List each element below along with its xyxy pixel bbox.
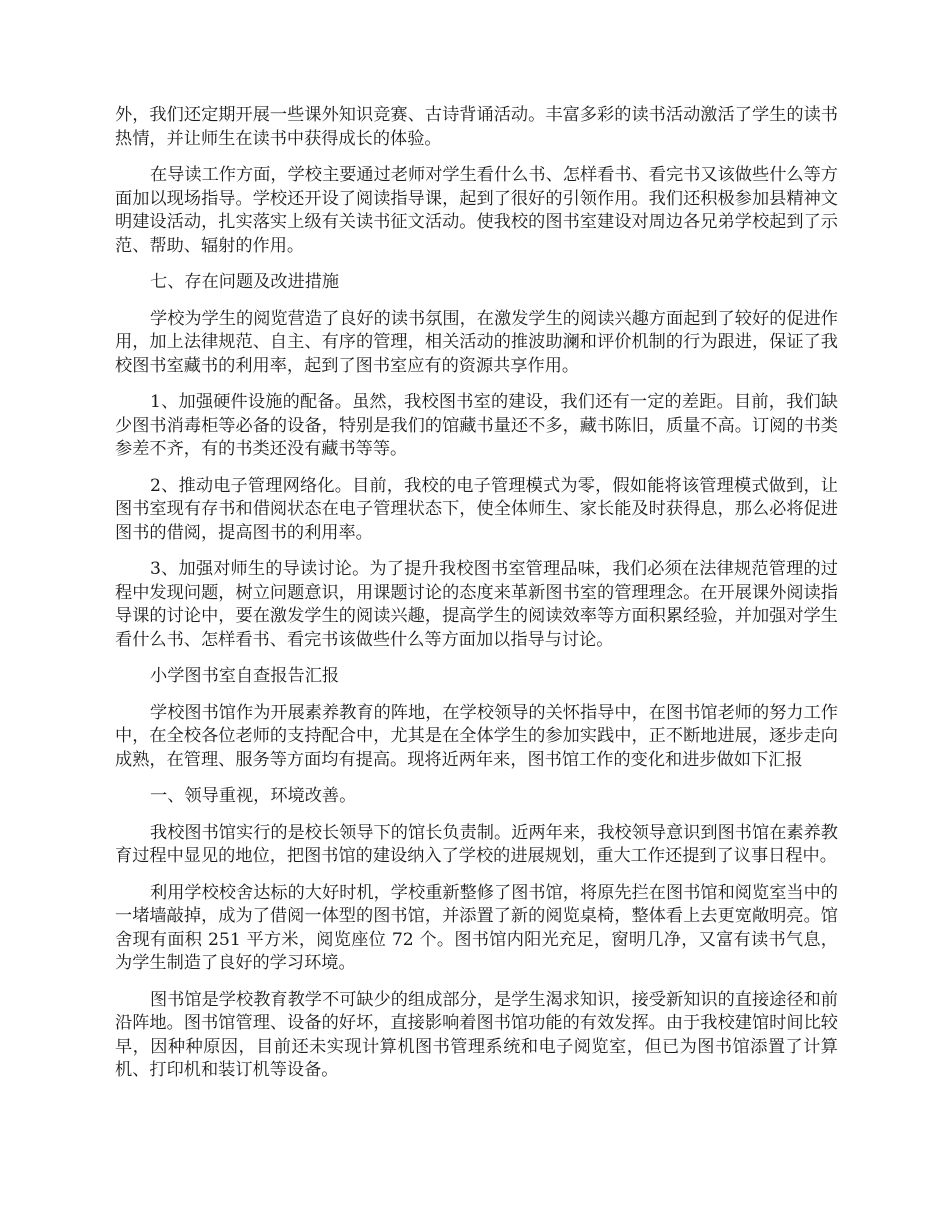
paragraph-continuation: 外，我们还定期开展一些课外知识竞赛、古诗背诵活动。丰富多彩的读书活动激活了学生的读书热情，并让师生在读书中获得成长的体验。 [115, 105, 838, 149]
report-title: 小学图书室自查报告汇报 [150, 666, 340, 686]
paragraph-renovation: 利用学校校舍达标的大好时机，学校重新整修了图书馆，将原先拦在图书馆和阅览室当中的一堵墙敲掉，成为了借阅一体型的图书馆，并添置了新的阅览桌椅，整体看上去更宽敞明亮。馆舍现有面积 251 平方米，阅览座位 72 个。图书馆内阳光充足，窗明几净，又富有读书气息，为学生制造了良好的学习环境。 [115, 882, 838, 973]
section-heading-problems: 七、存在问题及改进措施 [150, 272, 340, 292]
paragraph-item-1: 1、加强硬件设施的配备。虽然，我校图书室的建设，我们还有一定的差距。目前，我们缺少图书消毒柜等必备的设备，特别是我们的馆藏书量还不多，藏书陈旧，质量不高。订阅的书类参差不齐，有的书类还没有藏书等等。 [115, 392, 838, 459]
paragraph-atmosphere: 学校为学生的阅览营造了良好的读书氛围，在激发学生的阅读兴趣方面起到了较好的促进作用，加上法律规范、自主、有序的管理，相关活动的推波助澜和评价机制的行为跟进，保证了我校图书室藏书的利用率，起到了图书室应有的资源共享作用。 [115, 308, 838, 376]
paragraph-equipment: 图书馆是学校教育教学不可缺少的组成部分，是学生渴求知识，接受新知识的直接途径和前沿阵地。图书馆管理、设备的好坏，直接影响着图书馆功能的有效发挥。由于我校建馆时间比较早，因种种原因，目前还未实现计算机图书管理系统和电子阅览室，但已为图书馆添置了计算机、打印机和装订机等设备。 [115, 989, 838, 1080]
paragraph-item-3: 3、加强对师生的导读讨论。为了提升我校图书室管理品味，我们必须在法律规范管理的过程中发现问题，树立问题意识，用课题讨论的态度来革新图书室的管理理念。在开展课外阅读指导课的讨论中，要在激发学生的阅读兴趣，提高学生的阅读效率等方面积累经验，并加强对学生看什么书、怎样看书、看完书该做些什么等方面加以指导与讨论。 [115, 559, 838, 650]
paragraph-guided-reading: 在导读工作方面，学校主要通过老师对学生看什么书、怎样看书、看完书又该做些什么等方面加以现场指导。学校还开设了阅读指导课，起到了很好的引领作用。我们还积极参加县精神文明建设活动，扎实落实上级有关读书征文活动。使我校的图书室建设对周边各兄弟学校起到了示范、帮助、辐射的作用。 [115, 165, 838, 256]
paragraph-leadership: 我校图书馆实行的是校长领导下的馆长负责制。近两年来，我校领导意识到图书馆在素养教育过程中显见的地位，把图书馆的建设纳入了学校的进展规划，重大工作还提到了议事日程中。 [115, 822, 838, 866]
paragraph-report-intro: 学校图书馆作为开展素养教育的阵地，在学校领导的关怀指导中，在图书馆老师的努力工作中，在全校各位老师的支持配合中，尤其是在全体学生的参加实践中，正不断地进展，逐步走向成熟，在管理、服务等方面均有提高。现将近两年来，图书馆工作的变化和进步做如下汇报 [115, 702, 838, 770]
paragraph-item-2: 2、推动电子管理网络化。目前，我校的电子管理模式为零，假如能将该管理模式做到，让图书室现有存书和借阅状态在电子管理状态下，使全体师生、家长能及时获得息，那么必将促进图书的借阅，提高图书的利用率。 [115, 475, 838, 543]
section-heading-leadership: 一、领导重视，环境改善。 [150, 786, 357, 806]
